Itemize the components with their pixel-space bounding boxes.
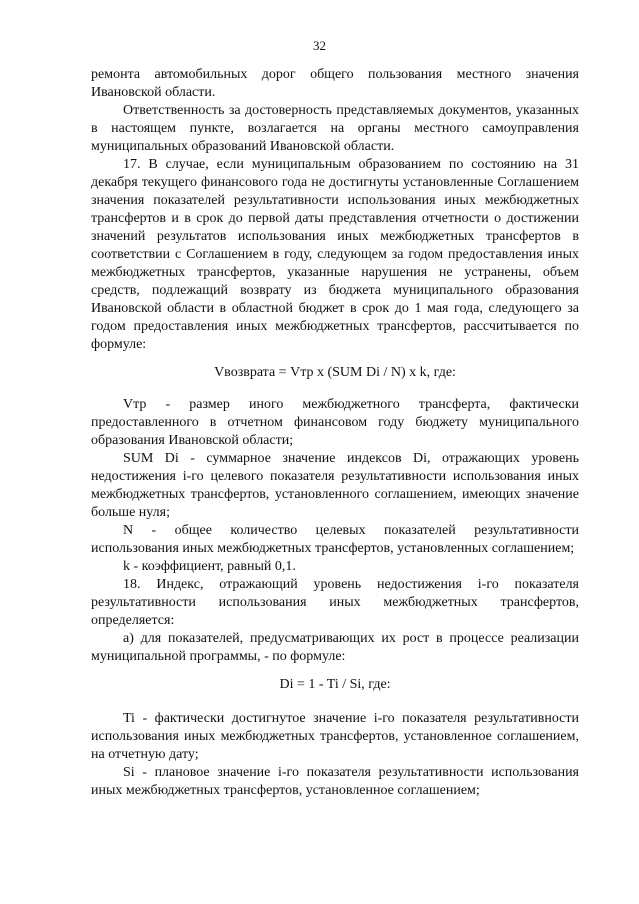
definition-n: N - общее количество целевых показателей результативности использования иных межбюджетных трансфертов, установленных соглашением; [91,523,579,556]
paragraph-continuation: ремонта автомобильных дорог общего пользования местного значения Ивановской области. [91,67,579,100]
page-number: 32 [313,38,326,53]
paragraph-item-17: 17. В случае, если муниципальным образованием по состоянию на 31 декабря текущего финансового года не достигнуты установленные Соглашением значения показателей результативности использования иных межбюджетных трансфертов и в срок до первой даты представления отчетности о достижении значений результатов использования иных межбюджетных трансфертов в соответствии с Соглашением в году, следующем за годом предоставления иных межбюджетных трансфертов, указанные нарушения не устранены, объем средств, подлежащий возврату из бюджета муниципального образования Ивановской области в областной бюджет в срок до 1 мая года, следующего за годом предоставления иных межбюджетных трансфертов, рассчитывается по формуле: [91,157,579,352]
formula-di: Di = 1 - Ti / Si, где: [279,677,391,692]
paragraph-responsibility: Ответственность за достоверность представляемых документов, указанных в настоящем пункте, возлагается на органы местного самоуправления муниципальных образований Ивановской области. [91,103,579,154]
definition-vtr: Vтр - размер иного межбюджетного трансферта, фактически предоставленного в отчетном финансовом году бюджету муниципального образования Ивановской области; [91,397,579,448]
formula-return-volume: Vвозврата = Vтр x (SUM Di / N) x k, где: [214,365,456,380]
paragraph-item-18a: а) для показателей, предусматривающих их рост в процессе реализации муниципальной программы, - по формуле: [91,631,579,664]
definition-sum-di: SUM Di - суммарное значение индексов Di, отражающих уровень недостижения i-го целевого показателя результативности использования иных межбюджетных трансфертов, установленного соглашением, имеющих значение больше нуля; [91,451,579,520]
definition-si: Si - плановое значение i-го показателя результативности использования иных межбюджетных трансфертов, установленное соглашением; [91,765,579,798]
definition-k: k - коэффициент, равный 0,1. [123,559,296,574]
definition-ti: Ti - фактически достигнутое значение i-го показателя результативности использования иных межбюджетных трансфертов, установленное соглашением, на отчетную дату; [91,711,579,762]
document-body [91,66,579,800]
paragraph-item-18: 18. Индекс, отражающий уровень недостижения i-го показателя результативности использования иных межбюджетных трансфертов, определяется: [91,577,579,628]
